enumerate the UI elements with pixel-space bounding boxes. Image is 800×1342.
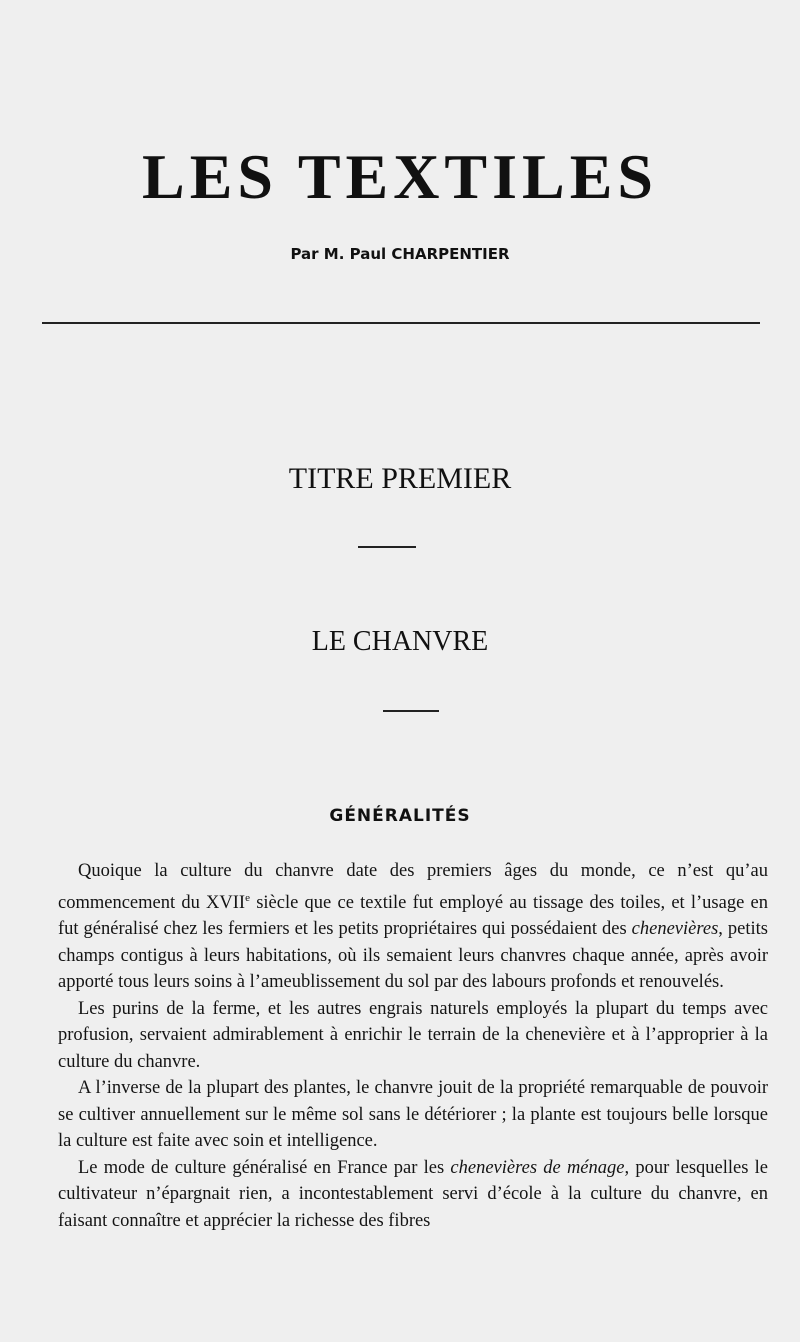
body-text [58, 858, 768, 1234]
chapter-divider [383, 710, 439, 712]
author-byline: Par M. Paul CHARPENTIER [290, 245, 510, 263]
paragraph-1: Quoique la culture du chanvre date des premiers âges du monde, ce n’est qu’au commencement du XVIIe siècle que ce textile fut employé au tissage des toiles, et l’usage en fut généralisé chez les fermiers et les petits propriétaires qui possédaient des chenevières, petits champs contigus à leurs habitations, où ils semaient leurs chanvres chaque année, après avoir apporté tous leurs soins à l’ameublissement du sol par des labours profonds et renouvelés. [58, 861, 768, 993]
part-heading: TITRE PREMIER [288, 462, 512, 495]
paragraph-4: Le mode de culture généralisé en France par les chenevières de ménage, pour lesquelles le cultivateur n’épargnait rien, a incontestablement servi d’école à la culture du chanvre, en faisant connaître et apprécier la richesse des fibres [58, 1157, 768, 1231]
part-divider [358, 546, 416, 548]
chapter-heading: LE CHANVRE [311, 626, 489, 657]
paragraph-2: Les purins de la ferme, et les autres engrais naturels employés la plupart du temps avec profusion, servaient admirablement à enrichir le terrain de la chenevière et à l’approprier à la culture du chanvre. [58, 998, 768, 1072]
paragraph-3: A l’inverse de la plupart des plantes, le chanvre jouit de la propriété remarquable de pouvoir se cultiver annuellement sur le même sol sans le détériorer ; la plante est toujours belle lorsque la culture est faite avec soin et intelligence. [58, 1078, 768, 1152]
section-heading: GÉNÉRALITÉS [329, 806, 471, 826]
page-title: LES TEXTILES [142, 141, 658, 212]
title-divider [42, 322, 760, 324]
